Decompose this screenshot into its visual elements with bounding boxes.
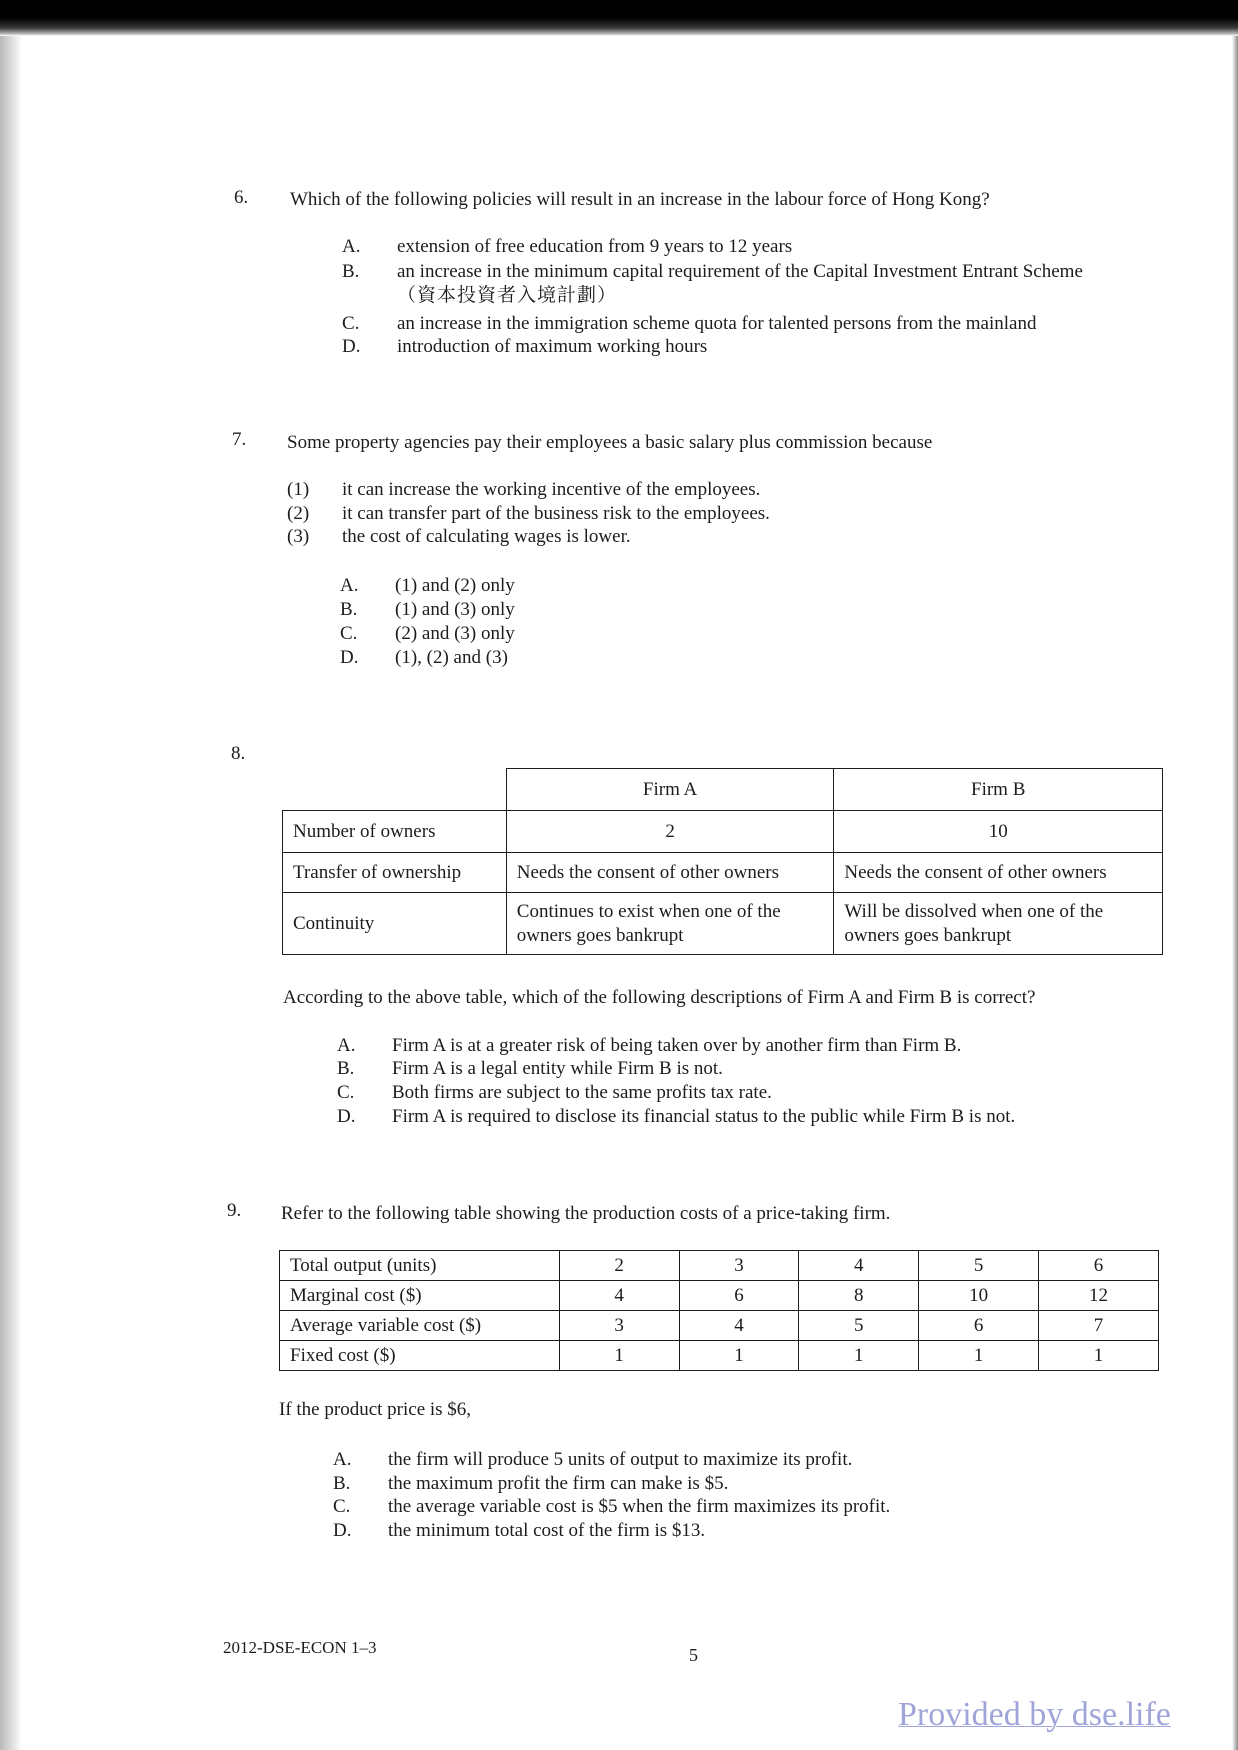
- scan-left-edge: [0, 36, 22, 1750]
- row-label: Total output (units): [280, 1251, 560, 1281]
- option-label: B.: [340, 599, 358, 620]
- option-label: A.: [340, 575, 359, 596]
- table-cell: 2: [559, 1251, 679, 1281]
- option-text: (1) and (3) only: [395, 599, 515, 620]
- option-text: Firm A is required to disclose its financial status to the public while Firm B is not.: [392, 1106, 1016, 1127]
- option-a: [333, 1449, 852, 1472]
- row-label: Number of owners: [283, 811, 507, 853]
- firm-a-cell: Needs the consent of other owners: [506, 853, 834, 893]
- row-label: Marginal cost ($): [280, 1281, 560, 1311]
- row-label: Average variable cost ($): [280, 1311, 560, 1341]
- option-label: A.: [333, 1449, 352, 1470]
- question-stem: Some property agencies pay their employees a basic salary plus commission because: [287, 432, 933, 453]
- question-number: 7.: [232, 429, 247, 450]
- table-header-row: [283, 769, 1163, 811]
- question-condition: If the product price is $6,: [279, 1399, 472, 1420]
- option-text: (1), (2) and (3): [395, 647, 508, 668]
- option-label: D.: [337, 1106, 356, 1127]
- option-text: the average variable cost is $5 when the firm maximizes its profit.: [388, 1496, 891, 1517]
- question-number: 6.: [234, 187, 249, 208]
- table-cell: 5: [919, 1251, 1039, 1281]
- option-b: [337, 1058, 723, 1081]
- row-label: Fixed cost ($): [280, 1341, 560, 1371]
- statement-text: it can transfer part of the business risk to the employees.: [342, 503, 770, 524]
- option-c: [337, 1082, 772, 1105]
- table-cell: 3: [559, 1311, 679, 1341]
- table-row: [280, 1251, 1159, 1281]
- statement-2: [287, 503, 770, 526]
- table-cell: 7: [1039, 1311, 1159, 1341]
- table-row: [283, 853, 1163, 893]
- option-b: [342, 261, 1083, 284]
- empty-corner-cell: [283, 769, 507, 811]
- question-stem: Refer to the following table showing the production costs of a price-taking firm.: [281, 1203, 891, 1224]
- table-cell: 4: [799, 1251, 919, 1281]
- option-c: [342, 313, 1036, 336]
- table-cell: 4: [559, 1281, 679, 1311]
- header-firm-a: Firm A: [506, 769, 834, 811]
- statement-label: (3): [287, 526, 310, 547]
- option-label: C.: [337, 1082, 355, 1103]
- firm-b-cell: Needs the consent of other owners: [834, 853, 1163, 893]
- option-d: [337, 1106, 1015, 1129]
- table-cell: 5: [799, 1311, 919, 1341]
- source-watermark: Provided by dse.life: [898, 1696, 1171, 1733]
- table-row: [283, 893, 1163, 955]
- table-cell: 6: [679, 1281, 799, 1311]
- statement-label: (1): [287, 479, 310, 500]
- question-number: 8.: [231, 743, 246, 764]
- option-text: extension of free education from 9 years to 12 years: [397, 236, 793, 257]
- table-row: [283, 811, 1163, 853]
- option-text: an increase in the immigration scheme quota for talented persons from the mainland: [397, 313, 1037, 334]
- firm-b-cell: 10: [834, 811, 1163, 853]
- option-a: [337, 1035, 961, 1058]
- table-row: [280, 1341, 1159, 1371]
- firm-a-cell: Continues to exist when one of the owners goes bankrupt: [506, 893, 834, 955]
- option-label: D.: [340, 647, 359, 668]
- table-cell: 1: [799, 1341, 919, 1371]
- option-text: the maximum profit the firm can make is $5.: [388, 1473, 729, 1494]
- table-cell: 1: [919, 1341, 1039, 1371]
- statement-1: [287, 479, 760, 502]
- table-cell: 12: [1039, 1281, 1159, 1311]
- option-text: Firm A is at a greater risk of being taken over by another firm than Firm B.: [392, 1035, 962, 1056]
- scan-right-edge: [1232, 36, 1238, 1750]
- header-firm-b: Firm B: [834, 769, 1163, 811]
- table-row: [280, 1311, 1159, 1341]
- option-text: (2) and (3) only: [395, 623, 515, 644]
- option-b: [340, 599, 515, 622]
- table-row: [280, 1281, 1159, 1311]
- option-c: [333, 1496, 890, 1519]
- option-label: D.: [333, 1520, 352, 1541]
- statement-3: [287, 526, 631, 549]
- option-label: C.: [342, 313, 360, 334]
- option-d: [340, 647, 508, 670]
- row-label: Transfer of ownership: [283, 853, 507, 893]
- table-cell: 6: [919, 1311, 1039, 1341]
- option-label: A.: [337, 1035, 356, 1056]
- firm-b-cell: Will be dissolved when one of the owners goes bankrupt: [834, 893, 1163, 955]
- statement-text: the cost of calculating wages is lower.: [342, 526, 631, 547]
- option-text: introduction of maximum working hours: [397, 336, 708, 357]
- option-label: B.: [333, 1473, 351, 1494]
- option-text: (1) and (2) only: [395, 575, 515, 596]
- table-cell: 1: [559, 1341, 679, 1371]
- option-label: C.: [333, 1496, 351, 1517]
- table-cell: 1: [1039, 1341, 1159, 1371]
- option-label: A.: [342, 236, 361, 257]
- page-number: 5: [689, 1645, 698, 1665]
- option-label: B.: [337, 1058, 355, 1079]
- firm-comparison-table: [282, 768, 1163, 955]
- option-c: [340, 623, 515, 646]
- option-text: the firm will produce 5 units of output to maximize its profit.: [388, 1449, 853, 1470]
- row-label: Continuity: [283, 893, 507, 955]
- option-text: the minimum total cost of the firm is $13.: [388, 1520, 706, 1541]
- option-b-chinese-name: （資本投資者入境計劃）: [397, 285, 618, 306]
- production-cost-table: [279, 1250, 1159, 1371]
- option-label: C.: [340, 623, 358, 644]
- option-text: Firm A is a legal entity while Firm B is not.: [392, 1058, 723, 1079]
- question-number: 9.: [227, 1200, 242, 1221]
- option-text: an increase in the minimum capital requirement of the Capital Investment Entrant Scheme: [397, 261, 1083, 282]
- table-cell: 6: [1039, 1251, 1159, 1281]
- option-text: Both firms are subject to the same profits tax rate.: [392, 1082, 772, 1103]
- option-b: [333, 1473, 728, 1496]
- paper-code: 2012-DSE-ECON 1–3: [223, 1638, 377, 1657]
- option-label: D.: [342, 336, 361, 357]
- option-label: B.: [342, 261, 360, 282]
- question-stem: Which of the following policies will result in an increase in the labour force of Hong Kong?: [290, 189, 990, 210]
- option-a: [342, 236, 792, 259]
- firm-a-cell: 2: [506, 811, 834, 853]
- table-cell: 1: [679, 1341, 799, 1371]
- question-stem: According to the above table, which of the following descriptions of Firm A and Firm B is correct?: [283, 987, 1036, 1008]
- option-d: [333, 1520, 705, 1543]
- statement-text: it can increase the working incentive of the employees.: [342, 479, 761, 500]
- option-a: [340, 575, 515, 598]
- table-cell: 3: [679, 1251, 799, 1281]
- option-d: [342, 336, 707, 359]
- table-cell: 4: [679, 1311, 799, 1341]
- table-cell: 8: [799, 1281, 919, 1311]
- table-cell: 10: [919, 1281, 1039, 1311]
- statement-label: (2): [287, 503, 310, 524]
- scan-top-shadow: [0, 0, 1238, 36]
